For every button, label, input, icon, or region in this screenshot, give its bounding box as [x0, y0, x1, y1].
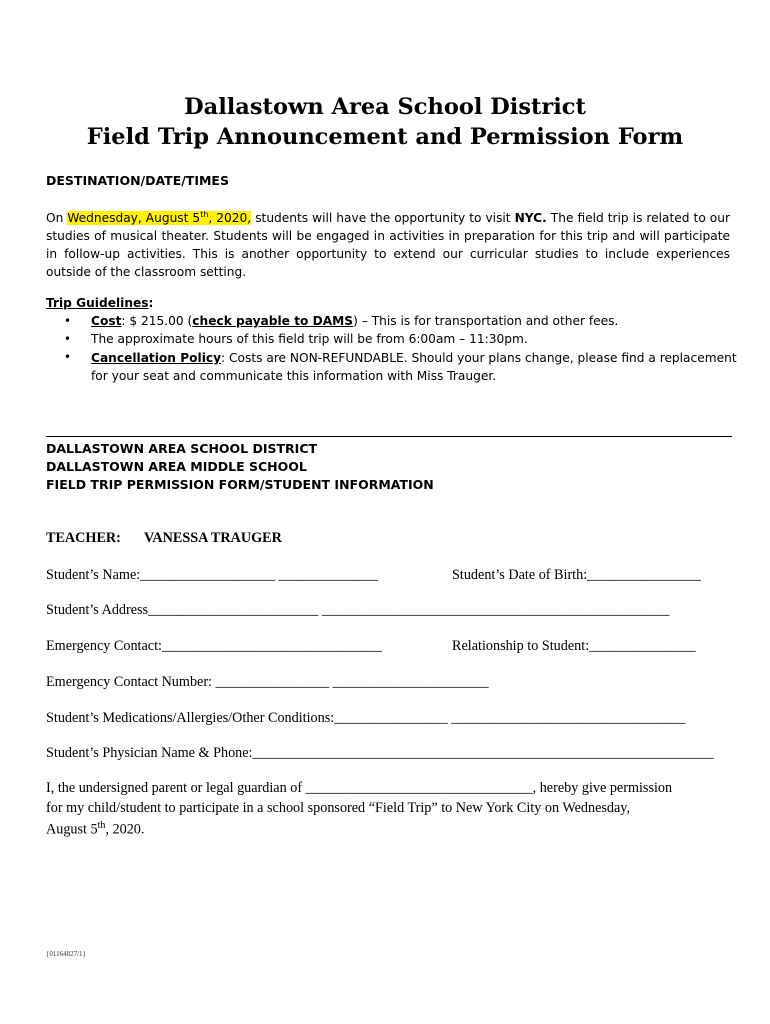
document-code: {01164827/1} — [46, 950, 86, 958]
bullet-1: • — [64, 314, 72, 328]
consent-line-3 — [46, 820, 144, 839]
section-heading: DESTINATION/DATE/TIMES — [46, 173, 229, 188]
student-address-field[interactable]: Student’s Address________________________ _________________________________________________ — [46, 602, 670, 618]
emergency-number-field[interactable]: Emergency Contact Number: ________________ ______________________ — [46, 674, 489, 690]
title-line-2: Field Trip Announcement and Permission Form — [86, 124, 684, 150]
hours-item: The approximate hours of this field trip will be from 6:00am – 11:30pm. — [91, 332, 528, 346]
destination: NYC. — [514, 211, 547, 226]
guidelines-colon: : — [148, 296, 154, 310]
trip-date-highlight — [67, 211, 251, 225]
cancel-text: : Costs are NON-REFUNDABLE. Should your plans change, please find a replacement — [221, 351, 737, 365]
intro-paragraph — [46, 206, 730, 281]
cost-label: Cost — [91, 314, 122, 328]
cost-value: : $ 215.00 ( — [121, 314, 193, 328]
form-header-line-1: DALLASTOWN AREA SCHOOL DISTRICT — [46, 441, 318, 456]
section-divider — [46, 436, 732, 437]
emergency-contact-field[interactable]: Emergency Contact:_______________________________ — [46, 638, 382, 654]
intro-text-1: students will have the opportunity to visit — [251, 211, 515, 226]
trip-date: Wednesday, August 5 — [67, 211, 201, 226]
consent-date-year: , 2020. — [105, 821, 145, 838]
title-line-1: Dallastown Area School District — [184, 94, 586, 120]
physician-field[interactable]: Student’s Physician Name & Phone:_________________________________________________________________ — [46, 745, 714, 761]
cancel-item-line-2: for your seat and communicate this information with Miss Trauger. — [91, 369, 497, 383]
bullet-2: • — [64, 332, 72, 346]
intro-text-2: The field trip is related to our studies of musical theater. Students will be engaged in activities in preparation for this trip and will participate in follow-up activities. This is another opportunity to extend our curricular studies to include experiences outside of the classroom setting. — [46, 211, 730, 280]
student-name-field[interactable]: Student’s Name:___________________ ______________ — [46, 567, 378, 583]
cost-payable: check payable to DAMS — [192, 314, 354, 328]
intro-on: On — [46, 211, 68, 226]
form-header-line-3: FIELD TRIP PERMISSION FORM/STUDENT INFORMATION — [46, 477, 434, 492]
relationship-field[interactable]: Relationship to Student:_______________ — [452, 638, 696, 654]
medications-field[interactable]: Student’s Medications/Allergies/Other Conditions:________________ _________________________________ — [46, 710, 686, 726]
trip-date-year: , 2020, — [208, 211, 252, 226]
consent-date-sup: th — [97, 820, 106, 831]
trip-date-sup: th — [200, 210, 209, 219]
teacher-label: TEACHER: — [46, 530, 121, 546]
cost-item — [91, 312, 618, 330]
cancel-label: Cancellation Policy — [91, 351, 222, 365]
bullet-3: • — [64, 350, 72, 364]
teacher-name: VANESSA TRAUGER — [144, 530, 282, 546]
consent-date: August 5 — [46, 821, 98, 838]
cost-rest: ) – This is for transportation and other fees. — [353, 314, 619, 328]
guidelines-heading — [46, 294, 730, 312]
cancel-item — [91, 349, 737, 367]
guidelines-title: Trip Guidelines — [46, 296, 149, 310]
date-of-birth-field[interactable]: Student’s Date of Birth:________________ — [452, 567, 701, 583]
consent-line-2: for my child/student to participate in a school sponsored “Field Trip” to New York City on Wednesday, — [46, 800, 631, 816]
form-header-line-2: DALLASTOWN AREA MIDDLE SCHOOL — [46, 459, 307, 474]
consent-line-1[interactable]: I, the undersigned parent or legal guardian of ________________________________, hereby give permission — [46, 780, 673, 796]
